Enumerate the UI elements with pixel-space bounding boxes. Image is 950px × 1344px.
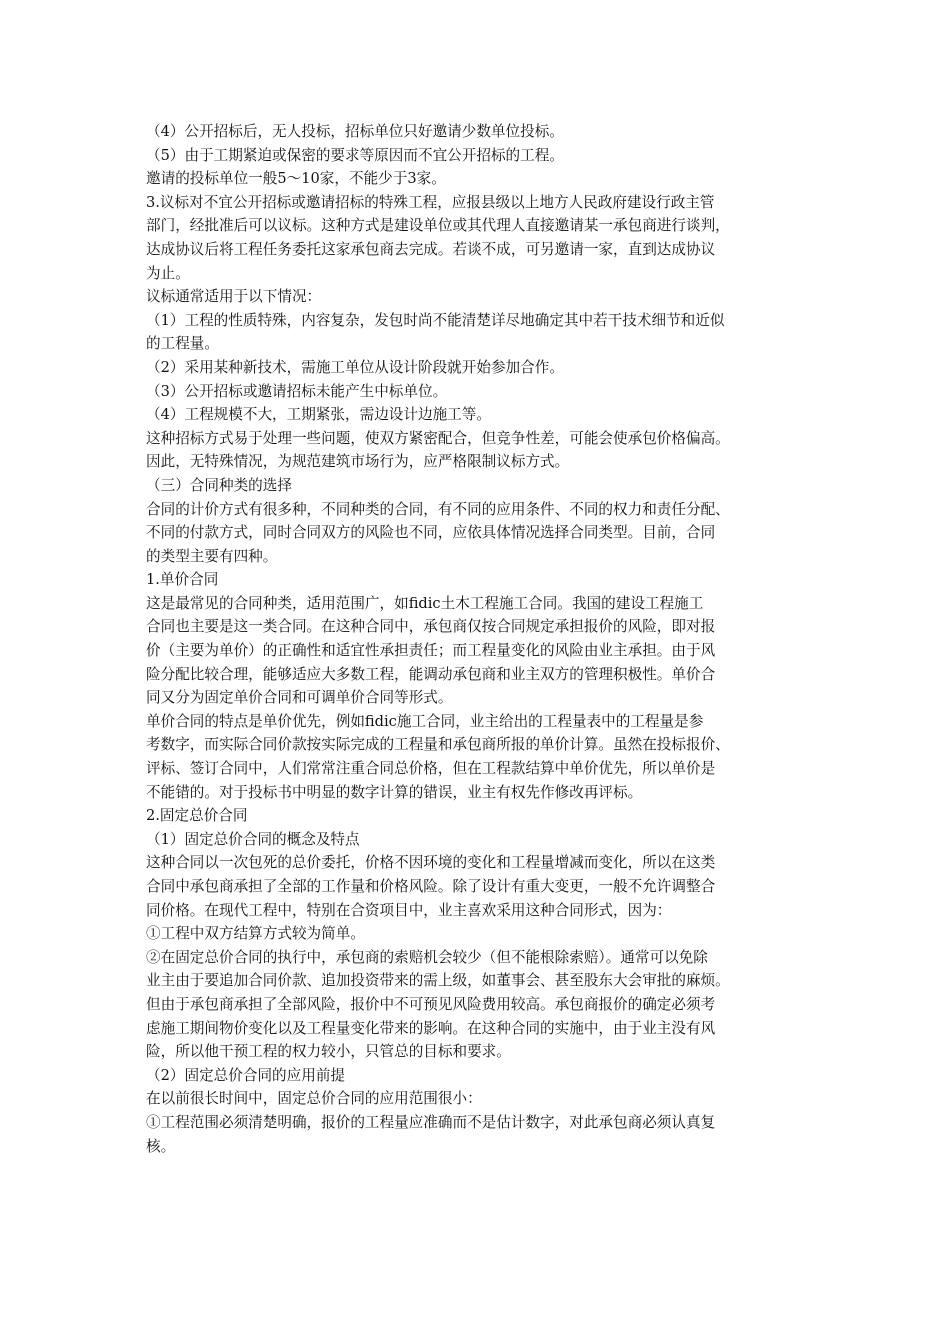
text-line: 合同中承包商承担了全部的工作量和价格风险。除了设计有重大变更，一般不允许调整合 <box>146 878 716 895</box>
text-line: ①工程范围必须清楚明确，报价的工程量应准确而不是估计数字，对此承包商必须认真复 <box>146 1113 716 1131</box>
text-line: （3）公开招标或邀请招标未能产生中标单位。 <box>146 382 448 400</box>
document-page <box>146 120 806 1158</box>
text-line: ①工程中双方结算方式较为简单。 <box>146 925 365 943</box>
text-line: 为止。 <box>146 264 190 282</box>
text-line: 这种招标方式易于处理一些问题，使双方紧密配合，但竞争性差，可能会使承包价格偏高。 <box>146 429 730 447</box>
text-line: （三）合同种类的选择 <box>146 476 292 494</box>
text-line: 议标通常适用于以下情况： <box>146 288 322 306</box>
text-line: 同又分为固定单价合同和可调单价合同等形式。 <box>146 689 453 707</box>
text-line: 2.固定总价合同 <box>146 807 248 825</box>
text-line: 合同的计价方式有很多种，不同种类的合同，有不同的应用条件、不同的权力和责任分配、 <box>146 500 730 518</box>
text-line: （4）公开招标后，无人投标，招标单位只好邀请少数单位投标。 <box>146 123 564 140</box>
text-line: 3.议标对不宜公开招标或邀请招标的特殊工程，应报县级以上地方人民政府建设行政主管 <box>146 193 715 211</box>
text-line: ②在固定总价合同的执行中，承包商的索赔机会较少（但不能根除索赔）。通常可以免除 <box>146 948 708 966</box>
text-line: 险分配比较合理，能够适应大多数工程，能调动承包商和业主双方的管理积极性。单价合 <box>146 665 716 683</box>
text-line: （1）固定总价合同的概念及特点 <box>146 830 360 848</box>
text-line: （2）固定总价合同的应用前提 <box>146 1066 346 1084</box>
text-line: 考数字，而实际合同价款按实际完成的工程量和承包商所报的单价计算。虽然在投标报价、 <box>146 736 730 754</box>
text-line: 这种合同以一次包死的总价委托，价格不因环境的变化和工程量增减而变化，所以在这类 <box>146 854 716 872</box>
text-line: 达成协议后将工程任务委托这家承包商去完成。若谈不成，可另邀请一家，直到达成协议 <box>146 240 716 258</box>
text-line: （5）由于工期紧迫或保密的要求等原因而不宜公开招标的工程。 <box>146 146 564 164</box>
text-line: 险，所以他干预工程的权力较小，只管总的目标和要求。 <box>146 1043 511 1061</box>
text-line: 合同也主要是这一类合同。在这种合同中，承包商仅按合同规定承担报价的风险，即对报 <box>146 618 716 636</box>
text-line: 同价格。在现代工程中，特别在合资项目中，业主喜欢采用这种合同形式，因为： <box>146 901 672 919</box>
text-line: 部门，经批准后可以议标。这种方式是建设单位或其代理人直接邀请某一承包商进行谈判， <box>146 217 730 235</box>
text-line: （4）工程规模不大，工期紧张，需边设计边施工等。 <box>146 406 491 424</box>
text-line: （1）工程的性质特殊，内容复杂，发包时尚不能清楚详尽地确定其中若干技术细节和近似 <box>146 311 725 329</box>
text-line: （2）采用某种新技术，需施工单位从设计阶段就开始参加合作。 <box>146 358 564 376</box>
text-line: 这是最常见的合同种类，适用范围广，如fidic土木工程施工合同。我国的建设工程施工 <box>146 594 704 612</box>
text-line: 虑施工期间物价变化以及工程量变化带来的影响。在这种合同的实施中，由于业主没有风 <box>146 1019 716 1037</box>
text-line: 因此，无特殊情况，为规范建筑市场行为，应严格限制议标方式。 <box>146 453 570 471</box>
text-line: 在以前很长时间中，固定总价合同的应用范围很小： <box>146 1090 482 1108</box>
text-line: 但由于承包商承担了全部风险，报价中不可预见风险费用较高。承包商报价的确定必须考 <box>146 995 716 1013</box>
text-line: 价（主要为单价）的正确性和适宜性承担责任；而工程量变化的风险由业主承担。由于风 <box>146 642 716 660</box>
text-line: 不能错的。对于投标书中明显的数字计算的错误，业主有权先作修改再评标。 <box>146 783 643 801</box>
text-line: 的工程量。 <box>146 335 219 353</box>
text-line: 1.单价合同 <box>146 571 219 589</box>
text-line: 业主由于要追加合同价款、追加投资带来的需上级，如董事会、甚至股东大会审批的麻烦。 <box>146 972 730 990</box>
text-line: 单价合同的特点是单价优先，例如fidic施工合同，业主给出的工程量表中的工程量是参 <box>146 712 704 730</box>
text-line: 评标、签订合同中，人们常常注重合同总价格，但在工程款结算中单价优先，所以单价是 <box>146 760 716 778</box>
text-line: 的类型主要有四种。 <box>146 547 278 565</box>
text-line: 核。 <box>146 1137 176 1155</box>
text-line: 不同的付款方式，同时合同双方的风险也不同，应依具体情况选择合同类型。目前，合同 <box>146 524 716 542</box>
text-line: 邀请的投标单位一般5～10家，不能少于3家。 <box>146 170 446 188</box>
